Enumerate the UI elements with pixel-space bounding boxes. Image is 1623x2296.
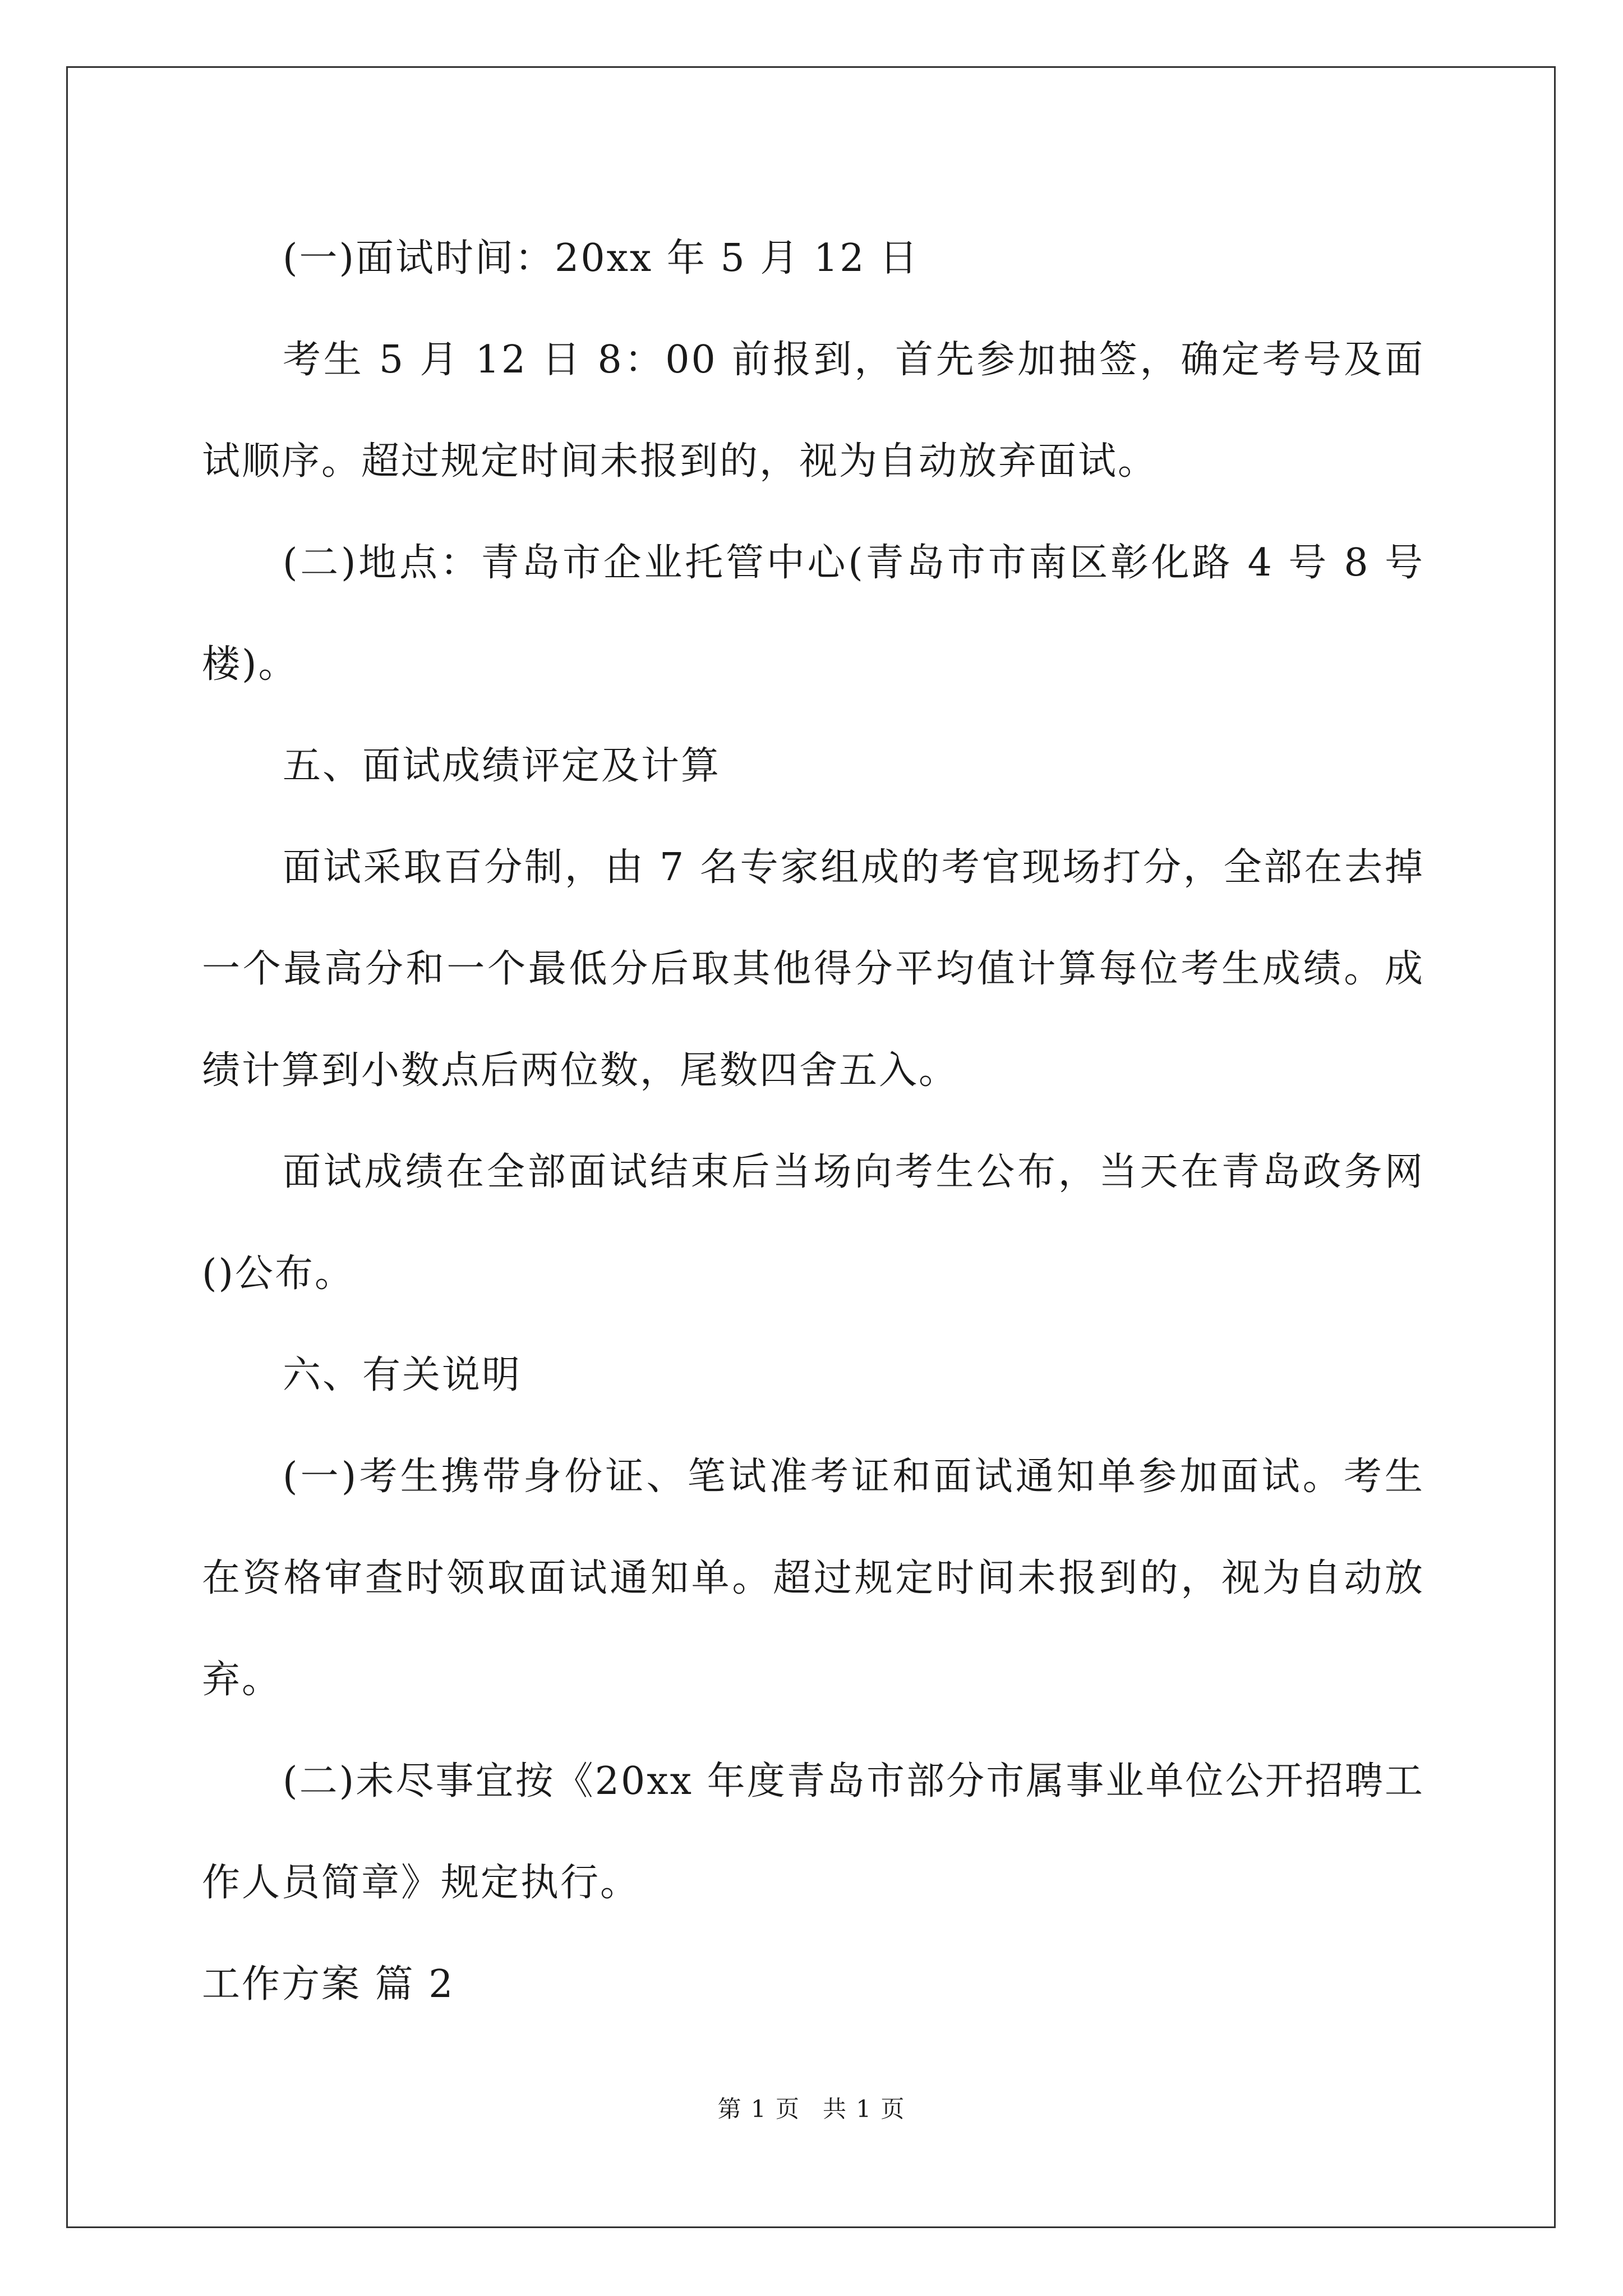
paragraph-documents-required: (一)考生携带身份证、笔试准考证和面试通知单参加面试。考生在资格审查时领取面试通知单。超过规定时间未报到的，视为自动放弃。: [202, 1455, 1424, 1702]
page-total: 共 1 页: [823, 2095, 906, 2123]
paragraph-interview-time: (一)面试时间：20xx 年 5 月 12 日: [283, 236, 920, 280]
page-number: 第 1 页: [717, 2095, 800, 2123]
paragraph-location: (二)地点：青岛市企业托管中心(青岛市市南区彰化路 4 号 8 号楼)。: [202, 541, 1424, 687]
section-heading-plan-2: 工作方案 篇 2: [202, 1962, 455, 2007]
document-body: [202, 208, 1424, 2035]
paragraph-scoring-method: 面试采取百分制，由 7 名专家组成的考官现场打分，全部在去掉一个最高分和一个最低分后取其他得分平均值计算每位考生成绩。成绩计算到小数点后两位数，尾数四舍五入。: [202, 845, 1424, 1093]
section-heading-scoring: 五、面试成绩评定及计算: [283, 744, 721, 788]
paragraph-score-announcement: 面试成绩在全部面试结束后当场向考生公布，当天在青岛政务网()公布。: [202, 1150, 1424, 1296]
page-footer: [0, 2092, 1623, 2126]
section-heading-notes: 六、有关说明: [283, 1353, 522, 1397]
paragraph-other-matters: (二)未尽事宜按《20xx 年度青岛市部分市属事业单位公开招聘工作人员简章》规定执行。: [202, 1759, 1424, 1905]
paragraph-check-in: 考生 5 月 12 日 8：00 前报到，首先参加抽签，确定考号及面试顺序。超过规定时间未报到的，视为自动放弃面试。: [202, 338, 1424, 484]
